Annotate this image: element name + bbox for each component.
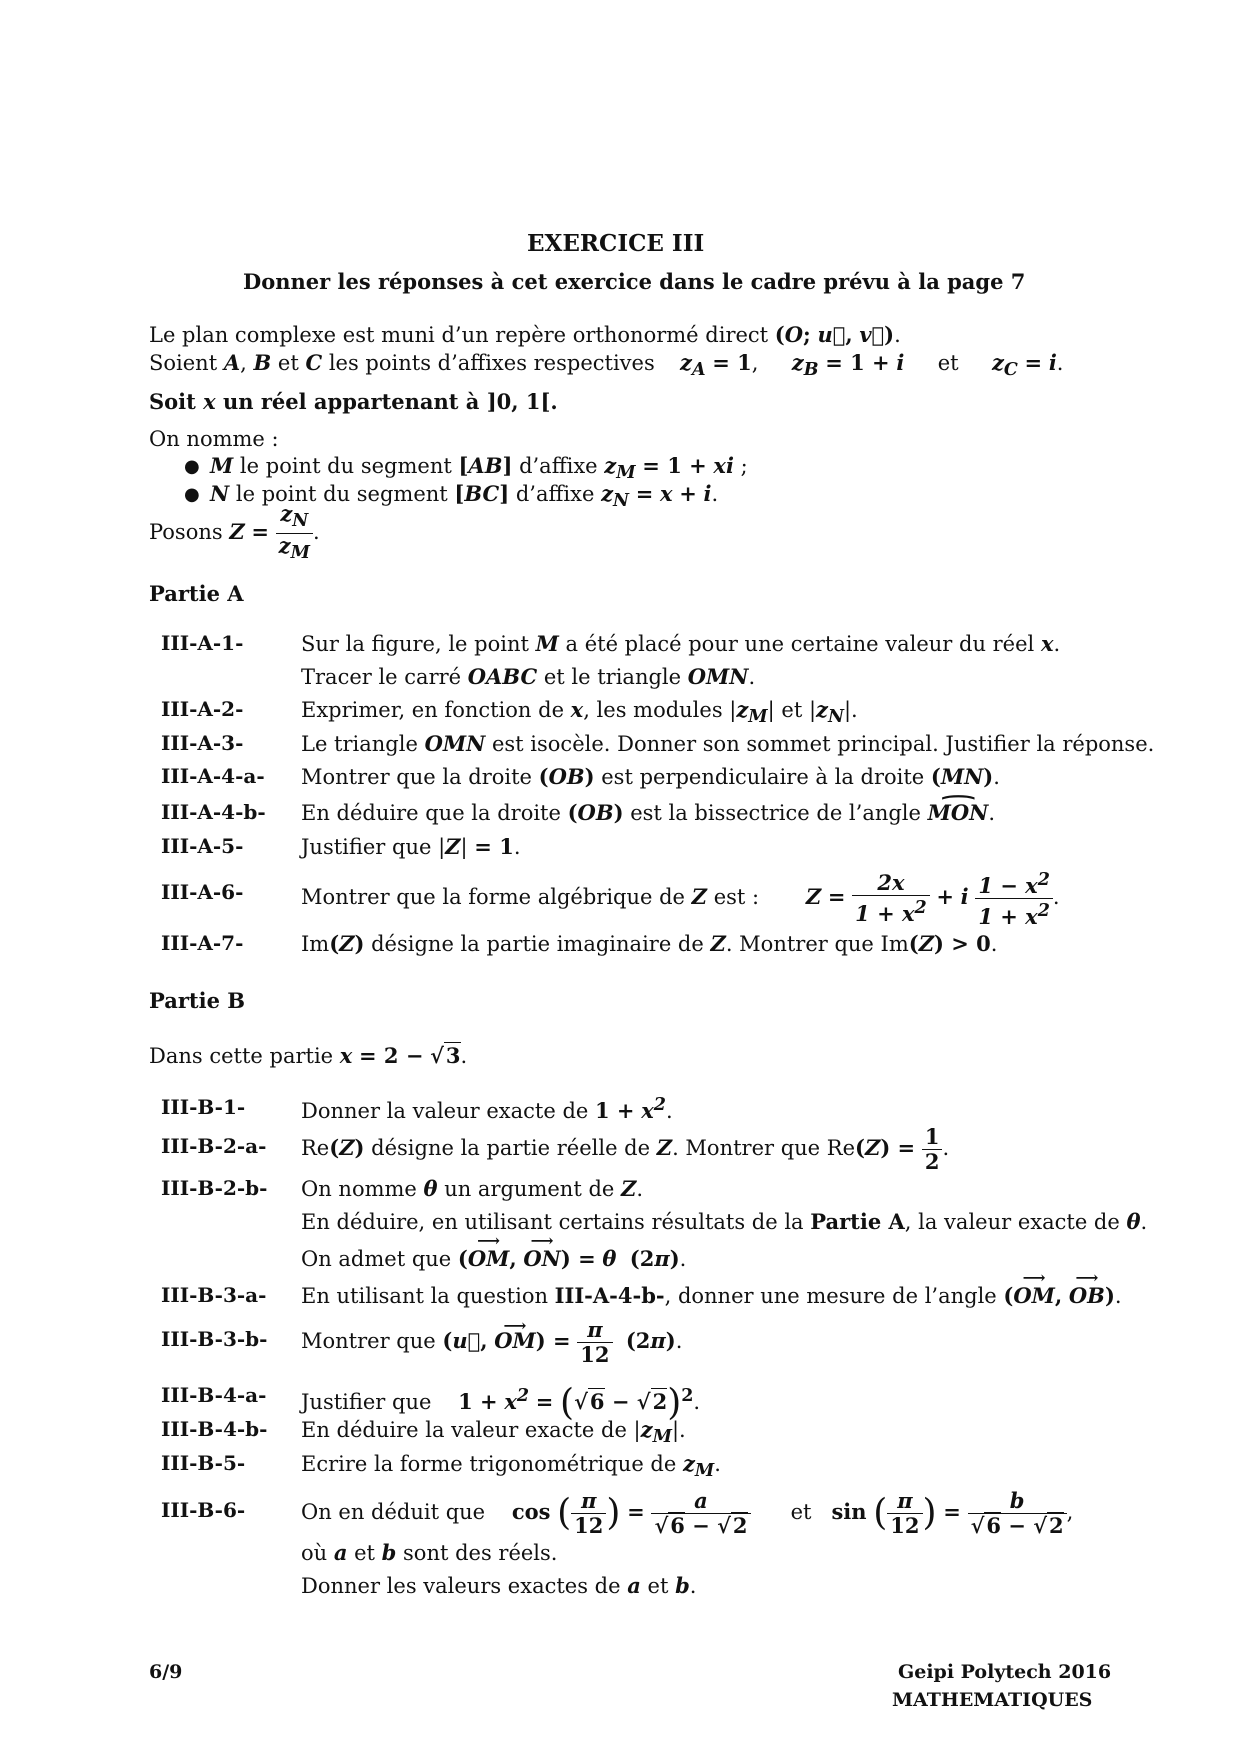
question-text: Re(Z) désigne la partie réelle de Z. Montrer que Re(Z) = $\frac{1}{2}$ . — [301, 1124, 950, 1174]
question-text: Im(Z) désigne la partie imaginaire de Z. Montrer que Im(Z) > 0. — [301, 931, 998, 956]
intro-affixes: $z_A = 1$, $z_B = 1 + i$ et $z_C = i$. — [680, 350, 1064, 381]
bullet-icon: ● — [184, 484, 200, 505]
footer-exam: Geipi Polytech 2016 — [898, 1661, 1112, 1683]
question-text: En déduire la valeur exacte de $|z_M|$. — [301, 1417, 686, 1448]
intro-line-1: Le plan complexe est muni d’un repère orthonormé direct (O; u⃗, v⃗). — [149, 322, 901, 347]
footer-subject: MATHEMATIQUES — [892, 1689, 1093, 1711]
exercise-subtitle: Donner les réponses à cet exercice dans le cadre prévu à la page 7 — [243, 269, 1026, 294]
bullet-icon: ● — [184, 456, 200, 477]
question-text: Donner la valeur exacte de $1 + x^2$. — [301, 1095, 673, 1123]
question-text: Le triangle OMN est isocèle. Donner son sommet principal. Justifier la réponse. — [301, 731, 1155, 756]
part-b-heading: Partie B — [149, 988, 245, 1013]
question-text: En utilisant la question III-A-4-b-, donner une mesure de l’angle (⟶ OM, ⟶ OB). — [301, 1283, 1122, 1308]
intro-line-2: Soient A, B et C les points d’affixes respectives — [149, 350, 655, 375]
question-text: En déduire, en utilisant certains résultats de la Partie A, la valeur exacte de θ. — [301, 1209, 1148, 1234]
question-label: III-B-3-b- — [161, 1327, 268, 1351]
question-text: On admet que (⟶ OM, ⟶ ON) = θ (2π). — [301, 1246, 686, 1271]
part-a-heading: Partie A — [149, 581, 244, 606]
question-text: Montrer que la droite (OB) est perpendiculaire à la droite (MN). — [301, 764, 1000, 789]
question-text: où a et b sont des réels. — [301, 1540, 558, 1565]
intro-line-3: Soit x un réel appartenant à ]0, 1[. — [149, 389, 558, 414]
question-text: Donner les valeurs exactes de a et b. — [301, 1573, 697, 1598]
question-label: III-A-5- — [161, 834, 244, 858]
intro-line-4: On nomme : — [149, 427, 279, 451]
intro-posons: Posons Z = $\frac{z_N}{z_M}$ . — [149, 501, 320, 564]
question-label: III-A-7- — [161, 931, 244, 955]
question-label: III-A-3- — [161, 731, 244, 755]
question-text: On en déduit que cos ( $\frac{\pi}{12}$ ) = $\frac{a}{√6 - √2}$ et sin ( $\frac{\pi}{12}$ ) = $\frac{b}{√6 - √2}$ , — [301, 1488, 1074, 1538]
question-text: Exprimer, en fonction de x, les modules $|z_M|$ et $|z_N|$. — [301, 697, 858, 728]
part-b-intro: Dans cette partie x = 2 − √3. — [149, 1043, 468, 1068]
question-label: III-A-1- — [161, 631, 244, 655]
question-label: III-A-4-a- — [161, 764, 265, 788]
question-text: Ecrire la forme trigonométrique de $z_M$. — [301, 1451, 721, 1482]
question-label: III-B-1- — [161, 1095, 246, 1119]
question-text: Justifier que $1 + x^2 = (√6 - √2)^2$. — [301, 1382, 701, 1424]
question-text: Justifier que |Z| = 1. — [301, 834, 521, 859]
page-number: 6/9 — [149, 1661, 183, 1683]
question-text: Tracer le carré OABC et le triangle OMN. — [301, 664, 756, 689]
question-label: III-B-4-b- — [161, 1417, 268, 1441]
question-label: III-A-2- — [161, 697, 244, 721]
intro-bullet-2: N le point du segment [BC] d’affixe $z_N = x + i$. — [210, 481, 719, 512]
exercise-title: EXERCICE III — [527, 230, 705, 257]
question-label: III-A-4-b- — [161, 800, 266, 824]
question-label: III-B-2-a- — [161, 1134, 267, 1158]
question-text: En déduire que la droite (OB) est la bissectrice de l’angle ⌢ MON. — [301, 800, 995, 825]
question-text: Montrer que la forme algébrique de Z est : Z = $\frac{2x}{1 + x^2}$ + i $\frac{1 - x^2}{1 + x^2}$ . — [301, 870, 1060, 929]
question-label: III-B-2-b- — [161, 1176, 268, 1200]
question-label: III-B-6- — [161, 1498, 246, 1522]
question-label: III-B-3-a- — [161, 1283, 267, 1307]
question-text: On nomme θ un argument de Z. — [301, 1176, 644, 1201]
question-label: III-B-5- — [161, 1451, 246, 1475]
intro-bullet-1: M le point du segment [AB] d’affixe $z_M = 1$ + xi ; — [210, 453, 748, 484]
question-text: Montrer que (u⃗, ⟶ OM) = $\frac{\pi}{12}$ (2π). — [301, 1315, 682, 1367]
question-text: Sur la figure, le point M a été placé pour une certaine valeur du réel x. — [301, 631, 1061, 656]
question-label: III-A-6- — [161, 880, 244, 904]
question-label: III-B-4-a- — [161, 1383, 267, 1407]
